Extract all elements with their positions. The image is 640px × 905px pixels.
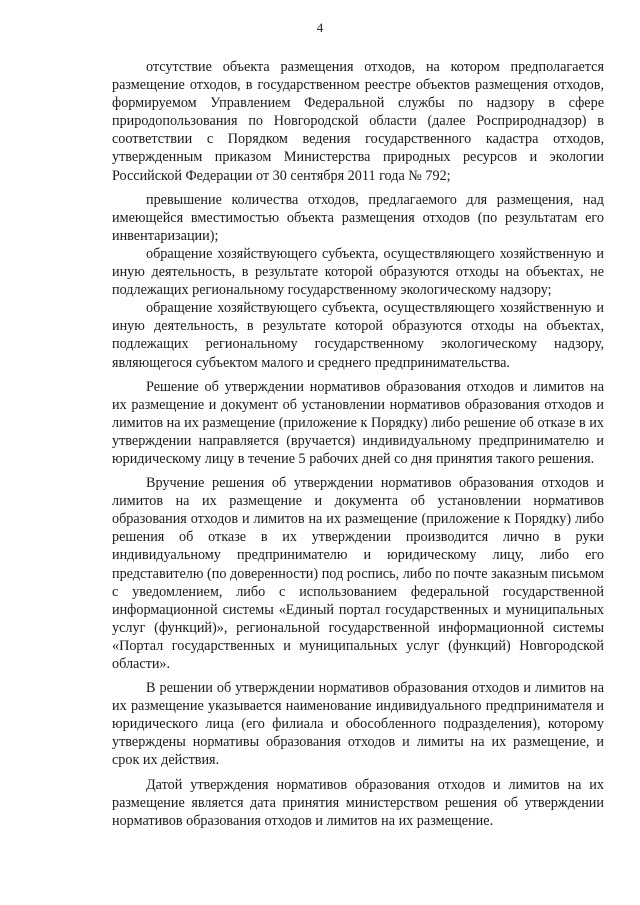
paragraph-decision-delivery-term: Решение об утверждении нормативов образования отходов и лимитов на их размещение и документ об установлении нормативов образования отходов и лимитов на их размещение (приложение к Порядку) либо решение об отказе в их утверждении направляется (вручается) индивидуальному предпринимателю и юридическому лицу в течение 5 рабочих дней со дня принятия такого решения. — [112, 378, 604, 467]
paragraph-disposal-site-absence: отсутствие объекта размещения отходов, на котором предполагается размещение отходов, в государственном реестре объектов размещения отходов, формируемом Управлением Федеральной службы по надзору в сфере природопользования по Новгородской области (далее Росприроднадзор) в соответствии с Порядком ведения государственного кадастра отходов, утвержденным приказом Министерства природных ресурсов и экологии Российской Федерации от 30 сентября 2011 года № 792; — [112, 59, 604, 184]
document-body — [112, 58, 604, 830]
paragraph-capacity-exceeded: превышение количества отходов, предлагаемого для размещения, над имеющейся вместимостью объекта размещения отходов (по результатам его инвентаризации); — [112, 191, 604, 244]
paragraph-approval-date: Датой утверждения нормативов образования отходов и лимитов на их размещение является дата принятия министерством решения об утверждении нормативов образования отходов и лимитов на их размещение. — [112, 776, 604, 829]
paragraph-small-medium-business: обращение хозяйствующего субъекта, осуществляющего хозяйственную и иную деятельность, в результате которой образуются отходы на объектах, подлежащих региональному государственному экологическому надзору, являющегося субъектом малого и среднего предпринимательства. — [112, 300, 604, 371]
paragraph-decision-contents: В решении об утверждении нормативов образования отходов и лимитов на их размещение указывается наименование индивидуального предпринимателя и юридического лица (его филиала и обособленного подразделения), которому утверждены нормативы образования отходов и лимиты на их размещение, и срок их действия. — [112, 680, 604, 769]
page-number: 4 — [316, 20, 324, 35]
paragraph-decision-handover-methods: Вручение решения об утверждении нормативов образования отходов и лимитов на их размещение и документа об установлении нормативов образования отходов и лимитов на их размещение (приложение к Порядку) либо решения об отказе в их утверждении производится лично в руки индивидуальному предпринимателю и юридическому лицу, либо его представителю (по доверенности) под роспись, либо по почте заказным письмом с уведомлением, либо с использованием федеральной государственной информационной системы «Единый портал государственных и муниципальных услуг (функций)», региональной государственной информационной системы «Портал государственных и муниципальных услуг (функций) Новгородской области». — [112, 475, 604, 672]
paragraph-not-regional-supervision: обращение хозяйствующего субъекта, осуществляющего хозяйственную и иную деятельность, в результате которой образуются отходы на объектах, не подлежащих региональному государственному экологическому надзору; — [112, 245, 604, 299]
